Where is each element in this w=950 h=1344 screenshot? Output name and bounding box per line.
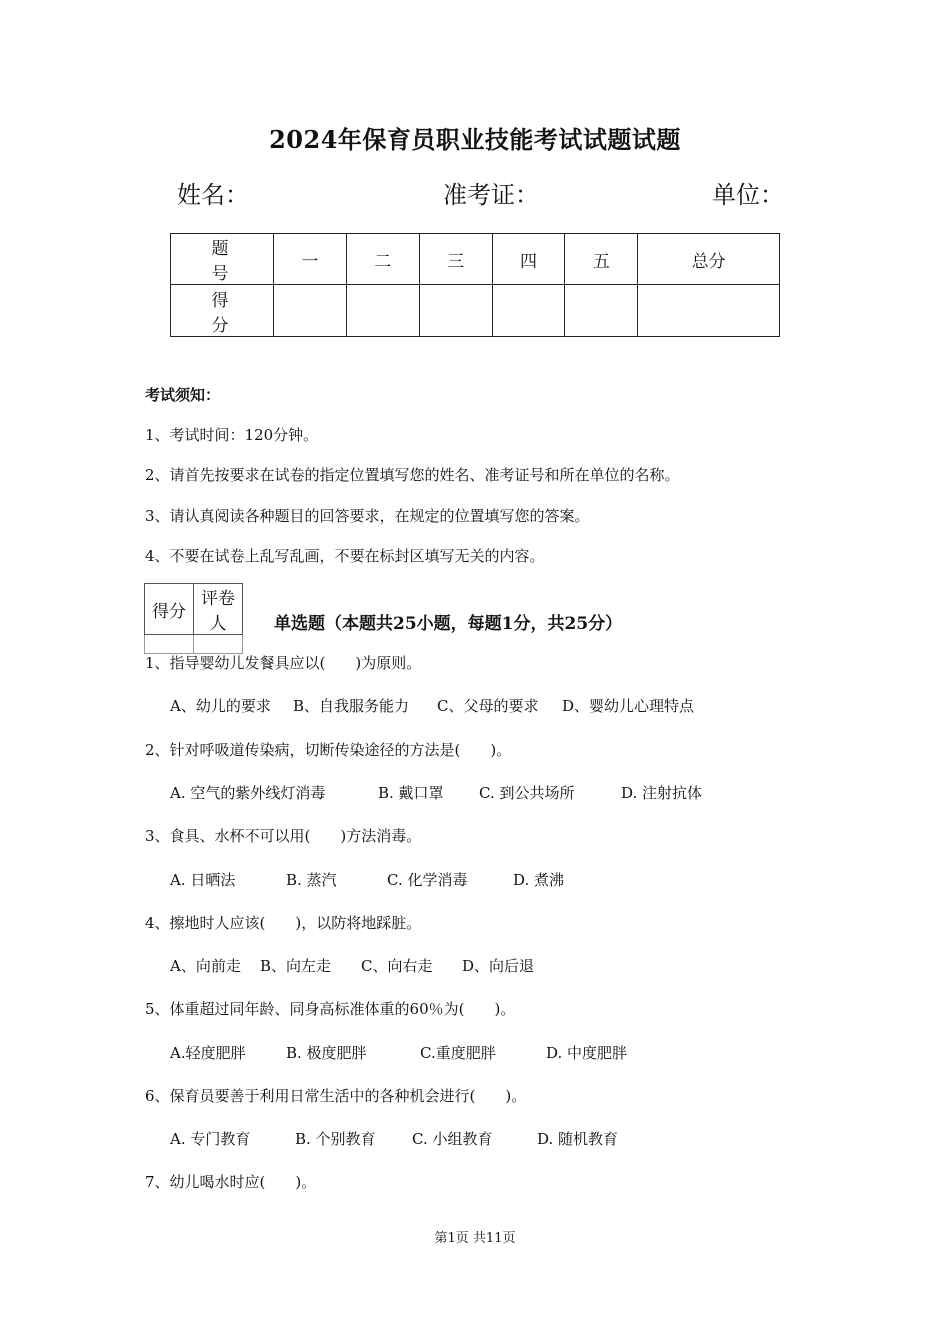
score-table-col-1: 一 xyxy=(274,234,347,285)
score-table-col-4: 四 xyxy=(492,234,565,285)
question-option: D、向后退 xyxy=(462,957,535,975)
question-option: D、婴幼儿心理特点 xyxy=(562,697,695,715)
question-option: A. 空气的紫外线灯消毒 xyxy=(170,784,326,802)
score-cell-3[interactable] xyxy=(419,285,492,337)
question-option: C. 化学消毒 xyxy=(387,871,468,889)
question-text: 4、擦地时人应该( )，以防将地踩脏。 xyxy=(145,914,422,932)
question-text: 2、针对呼吸道传染病，切断传染途径的方法是( )。 xyxy=(145,741,512,759)
question-option: D. 随机教育 xyxy=(537,1130,619,1148)
question-option: B. 蒸汽 xyxy=(286,871,337,889)
question-text: 6、保育员要善于利用日常生活中的各种机会进行( )。 xyxy=(145,1087,527,1105)
score-cell-4[interactable] xyxy=(492,285,565,337)
question-option: D. 注射抗体 xyxy=(621,784,703,802)
question-option: B. 极度肥胖 xyxy=(286,1044,367,1062)
notice-item: 1、考试时间：120分钟。 xyxy=(145,426,319,444)
question-option: B. 戴口罩 xyxy=(378,784,444,802)
question-text: 5、体重超过同年龄、同身高标准体重的60％为( )。 xyxy=(145,1000,516,1018)
question-option: A.轻度肥胖 xyxy=(170,1044,246,1062)
question-option: C、向右走 xyxy=(361,957,433,975)
exam-number-field-label: 准考证： xyxy=(443,181,539,209)
grader-blank-row xyxy=(145,635,243,654)
question-option: B、自我服务能力 xyxy=(293,697,410,715)
page-footer: 第1页 共11页 xyxy=(434,1231,516,1246)
notice-item: 4、不要在试卷上乱写乱画，不要在标封区填写无关的内容。 xyxy=(145,547,545,565)
score-table-score-label: 得 分 xyxy=(171,285,274,337)
grader-reviewer-cell[interactable] xyxy=(194,635,243,654)
section-title: 单选题（本题共25小题，每题1分，共25分） xyxy=(274,614,623,634)
question-option: D. 中度肥胖 xyxy=(546,1044,628,1062)
score-table xyxy=(170,233,780,337)
question-option: A、向前走 xyxy=(170,957,241,975)
question-option: A、幼儿的要求 xyxy=(170,697,271,715)
question-text: 1、指导婴幼儿发餐具应以( )为原则。 xyxy=(145,654,422,672)
notice-title: 考试须知： xyxy=(145,386,221,404)
question-option: B、向左走 xyxy=(260,957,332,975)
unit-field-label: 单位： xyxy=(712,181,784,209)
question-option: C、父母的要求 xyxy=(437,697,539,715)
score-table-header-row xyxy=(171,234,780,285)
score-table-header-label: 题 号 xyxy=(171,234,274,285)
question-option: A. 日晒法 xyxy=(170,871,236,889)
name-field-label: 姓名： xyxy=(177,181,249,209)
score-table-col-2: 二 xyxy=(346,234,419,285)
question-option: A. 专门教育 xyxy=(170,1130,251,1148)
grader-score-label: 得分 xyxy=(145,584,194,635)
grader-reviewer-label: 评卷人 xyxy=(194,584,243,635)
question-text: 3、食具、水杯不可以用( )方法消毒。 xyxy=(145,827,422,845)
question-option: B. 个别教育 xyxy=(295,1130,376,1148)
score-table-col-5: 五 xyxy=(565,234,638,285)
notice-item: 2、请首先按要求在试卷的指定位置填写您的姓名、准考证号和所在单位的名称。 xyxy=(145,466,680,484)
question-option: C. 到公共场所 xyxy=(479,784,575,802)
question-option: C. 小组教育 xyxy=(412,1130,493,1148)
grader-score-cell[interactable] xyxy=(145,635,194,654)
score-table-col-total: 总分 xyxy=(638,234,780,285)
grader-header-row xyxy=(145,584,243,635)
score-table-score-row xyxy=(171,285,780,337)
score-cell-2[interactable] xyxy=(346,285,419,337)
question-text: 7、幼儿喝水时应( )。 xyxy=(145,1173,317,1191)
score-table-col-3: 三 xyxy=(419,234,492,285)
question-option: D. 煮沸 xyxy=(513,871,565,889)
notice-item: 3、请认真阅读各种题目的回答要求，在规定的位置填写您的答案。 xyxy=(145,507,590,525)
grader-box xyxy=(144,583,243,654)
question-option: C.重度肥胖 xyxy=(420,1044,496,1062)
page-title: 2024年保育员职业技能考试试题试题 xyxy=(269,125,681,154)
score-cell-total[interactable] xyxy=(638,285,780,337)
score-cell-5[interactable] xyxy=(565,285,638,337)
